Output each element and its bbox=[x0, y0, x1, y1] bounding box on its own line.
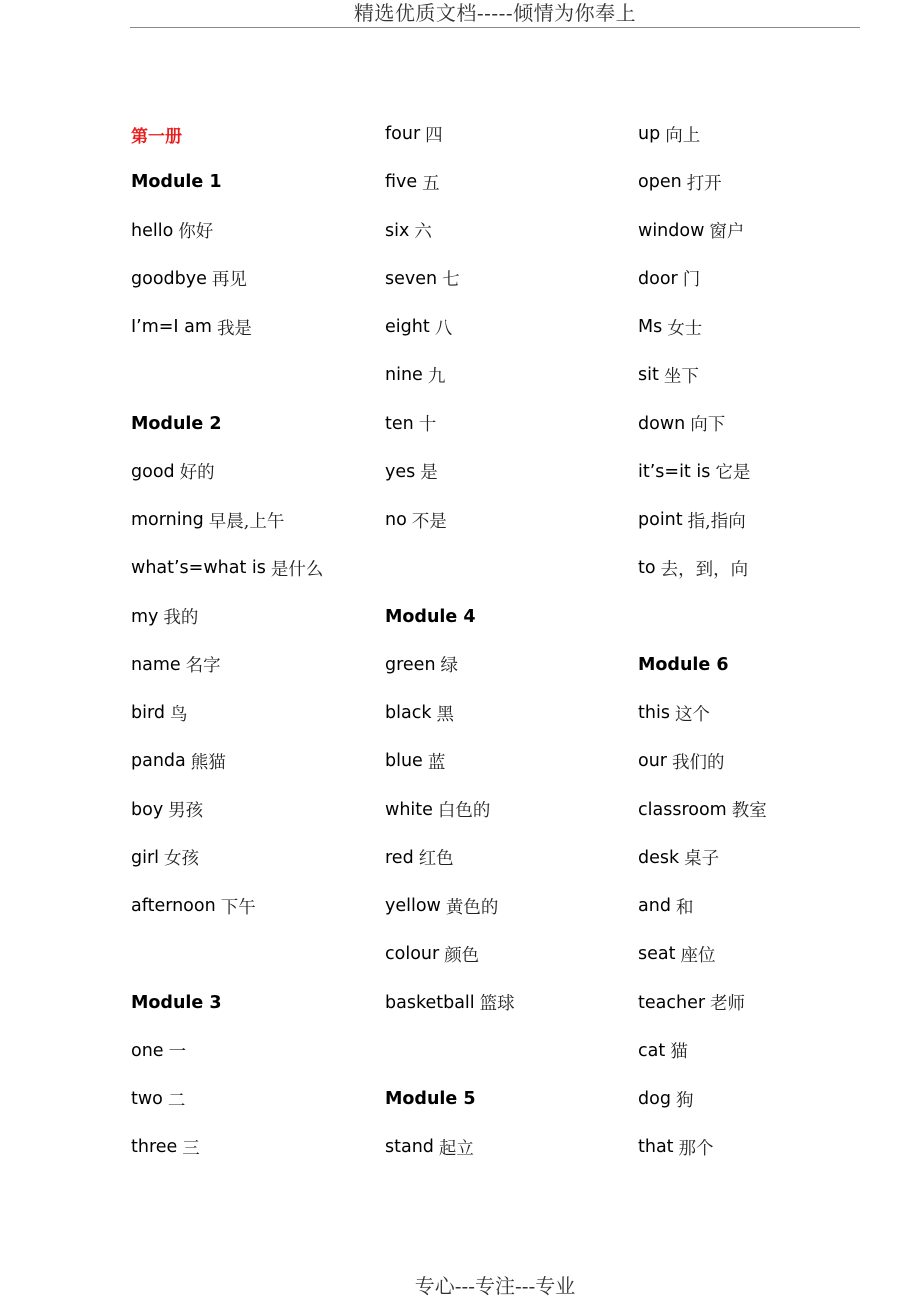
vocabulary-entry bbox=[638, 448, 878, 496]
chinese-meaning: 起立 bbox=[438, 1138, 474, 1159]
vocabulary-entry bbox=[385, 207, 625, 255]
blank-row bbox=[131, 351, 371, 399]
english-word: door bbox=[638, 268, 678, 289]
vocabulary-entry bbox=[131, 255, 371, 303]
chinese-meaning: 座位 bbox=[680, 945, 716, 966]
english-word: classroom bbox=[638, 799, 727, 820]
page-footer: 专心---专注---专业 bbox=[414, 1274, 576, 1298]
english-word: basketball bbox=[385, 992, 475, 1013]
english-word: girl bbox=[131, 847, 160, 868]
chinese-meaning: 它是 bbox=[715, 463, 751, 484]
vocabulary-entry bbox=[385, 110, 625, 158]
module-heading: Module 5 bbox=[385, 1089, 476, 1110]
english-word: colour bbox=[385, 944, 440, 965]
chinese-meaning: 好的 bbox=[179, 463, 215, 484]
chinese-meaning: 打开 bbox=[686, 173, 722, 194]
english-word: morning bbox=[131, 510, 204, 531]
chinese-meaning: 女士 bbox=[667, 318, 703, 339]
module-heading: Module 4 bbox=[385, 606, 476, 627]
vocabulary-entry bbox=[638, 882, 878, 930]
english-word: window bbox=[638, 220, 705, 241]
volume-title-row bbox=[131, 110, 371, 158]
vocabulary-entry bbox=[638, 1075, 878, 1123]
vocabulary-column-2 bbox=[385, 110, 625, 1172]
english-word: good bbox=[131, 461, 175, 482]
english-word: down bbox=[638, 413, 686, 434]
english-word: five bbox=[385, 172, 418, 193]
vocabulary-entry bbox=[385, 303, 625, 351]
english-word: eight bbox=[385, 317, 430, 338]
vocabulary-entry bbox=[131, 303, 371, 351]
vocabulary-entry bbox=[131, 593, 371, 641]
chinese-meaning: 再见 bbox=[211, 270, 247, 291]
chinese-meaning: 向下 bbox=[690, 415, 726, 436]
chinese-meaning: 狗 bbox=[675, 1090, 694, 1111]
chinese-meaning: 我的 bbox=[163, 608, 199, 629]
vocabulary-entry bbox=[385, 786, 625, 834]
english-word: our bbox=[638, 751, 667, 772]
chinese-meaning: 和 bbox=[675, 897, 694, 918]
chinese-meaning: 老师 bbox=[710, 994, 746, 1015]
vocabulary-column-1 bbox=[131, 110, 371, 1172]
vocabulary-entry bbox=[385, 400, 625, 448]
english-word: seven bbox=[385, 268, 438, 289]
chinese-meaning: 教室 bbox=[731, 801, 767, 822]
module-heading-row bbox=[638, 641, 878, 689]
module-heading: Module 6 bbox=[638, 654, 729, 675]
chinese-meaning: 四 bbox=[425, 125, 443, 146]
english-word: name bbox=[131, 654, 181, 675]
english-word: and bbox=[638, 896, 671, 917]
vocabulary-entry bbox=[131, 689, 371, 737]
chinese-meaning: 窗户 bbox=[709, 222, 745, 243]
english-word: Ms bbox=[638, 317, 663, 338]
vocabulary-entry bbox=[131, 834, 371, 882]
english-word: bird bbox=[131, 703, 165, 724]
chinese-meaning: 名字 bbox=[185, 656, 221, 677]
vocabulary-entry bbox=[638, 207, 878, 255]
chinese-meaning: 三 bbox=[182, 1138, 200, 1159]
blank-row bbox=[131, 930, 371, 978]
english-word: red bbox=[385, 847, 414, 868]
vocabulary-entry bbox=[131, 496, 371, 544]
vocabulary-entry bbox=[131, 544, 371, 592]
english-word: green bbox=[385, 654, 436, 675]
module-heading-row bbox=[385, 593, 625, 641]
english-word: that bbox=[638, 1137, 674, 1158]
english-word: open bbox=[638, 172, 682, 193]
vocabulary-entry bbox=[638, 158, 878, 206]
vocabulary-entry bbox=[638, 255, 878, 303]
vocabulary-entry bbox=[131, 737, 371, 785]
chinese-meaning: 五 bbox=[422, 173, 440, 194]
page-header bbox=[0, 0, 920, 28]
chinese-meaning: 黄色的 bbox=[445, 897, 499, 918]
vocabulary-entry bbox=[385, 882, 625, 930]
header-divider bbox=[130, 27, 860, 28]
vocabulary-entry bbox=[385, 979, 625, 1027]
english-word: dog bbox=[638, 1089, 671, 1110]
chinese-meaning: 我是 bbox=[216, 318, 252, 339]
chinese-meaning: 黑 bbox=[436, 704, 454, 725]
chinese-meaning: 不是 bbox=[411, 511, 447, 532]
chinese-meaning: 是 bbox=[420, 463, 438, 484]
chinese-meaning: 绿 bbox=[440, 656, 459, 677]
vocabulary-entry bbox=[385, 351, 625, 399]
english-word: afternoon bbox=[131, 896, 216, 917]
blank-row bbox=[385, 544, 625, 592]
vocabulary-entry bbox=[385, 689, 625, 737]
vocabulary-entry bbox=[131, 882, 371, 930]
chinese-meaning: 门 bbox=[682, 270, 701, 291]
chinese-meaning: 九 bbox=[427, 366, 446, 387]
blank-row bbox=[385, 1027, 625, 1075]
vocabulary-entry bbox=[131, 1123, 371, 1171]
vocabulary-entry bbox=[638, 1123, 878, 1171]
english-word: goodbye bbox=[131, 268, 207, 289]
chinese-meaning: 颜色 bbox=[444, 945, 480, 966]
module-heading: Module 3 bbox=[131, 992, 222, 1013]
vocabulary-entry bbox=[638, 786, 878, 834]
english-word: black bbox=[385, 703, 432, 724]
vocabulary-entry bbox=[131, 786, 371, 834]
english-word: stand bbox=[385, 1137, 434, 1158]
chinese-meaning: 坐下 bbox=[663, 366, 699, 387]
chinese-meaning: 二 bbox=[167, 1090, 186, 1111]
chinese-meaning: 指,指向 bbox=[687, 511, 746, 532]
english-word: this bbox=[638, 703, 670, 724]
chinese-meaning: 早晨,上午 bbox=[208, 511, 285, 532]
english-word: teacher bbox=[638, 992, 706, 1013]
chinese-meaning: 七 bbox=[442, 270, 460, 291]
chinese-meaning: 女孩 bbox=[164, 849, 200, 870]
english-word: blue bbox=[385, 751, 423, 772]
module-heading: Module 1 bbox=[131, 172, 222, 193]
chinese-meaning: 那个 bbox=[678, 1138, 714, 1159]
vocabulary-entry bbox=[638, 496, 878, 544]
english-word: what’s=what is bbox=[131, 558, 266, 579]
vocabulary-entry bbox=[385, 641, 625, 689]
vocabulary-entry bbox=[638, 834, 878, 882]
vocabulary-entry bbox=[385, 255, 625, 303]
vocabulary-column-3 bbox=[638, 110, 878, 1172]
english-word: yellow bbox=[385, 896, 441, 917]
chinese-meaning: 六 bbox=[414, 222, 432, 243]
english-word: white bbox=[385, 799, 433, 820]
vocabulary-entry bbox=[638, 737, 878, 785]
vocabulary-entry bbox=[638, 544, 878, 592]
module-heading-row bbox=[131, 979, 371, 1027]
english-word: hello bbox=[131, 220, 174, 241]
english-word: no bbox=[385, 510, 407, 531]
blank-row bbox=[638, 593, 878, 641]
english-word: my bbox=[131, 606, 159, 627]
chinese-meaning: 桌子 bbox=[684, 849, 720, 870]
vocabulary-entry bbox=[638, 400, 878, 448]
chinese-meaning: 我们的 bbox=[672, 752, 725, 773]
english-word: panda bbox=[131, 751, 186, 772]
module-heading-row bbox=[385, 1075, 625, 1123]
module-heading-row bbox=[131, 158, 371, 206]
vocabulary-entry bbox=[131, 207, 371, 255]
chinese-meaning: 白色的 bbox=[437, 801, 491, 822]
vocabulary-entry bbox=[385, 834, 625, 882]
chinese-meaning: 男孩 bbox=[168, 801, 204, 822]
vocabulary-entry bbox=[131, 641, 371, 689]
vocabulary-entry bbox=[131, 1027, 371, 1075]
chinese-meaning: 红色 bbox=[418, 849, 454, 870]
english-word: cat bbox=[638, 1040, 666, 1061]
vocabulary-entry bbox=[638, 930, 878, 978]
english-word: six bbox=[385, 220, 410, 241]
english-word: one bbox=[131, 1040, 164, 1061]
vocabulary-entry bbox=[638, 979, 878, 1027]
english-word: four bbox=[385, 124, 421, 145]
chinese-meaning: 熊猫 bbox=[190, 752, 226, 773]
chinese-meaning: 蓝 bbox=[427, 752, 446, 773]
vocabulary-entry bbox=[385, 158, 625, 206]
vocabulary-entry bbox=[638, 689, 878, 737]
english-word: seat bbox=[638, 944, 676, 965]
english-word: nine bbox=[385, 365, 423, 386]
module-heading-row bbox=[131, 400, 371, 448]
header-text: 精选优质文档-----倾情为你奉上 bbox=[353, 1, 637, 25]
chinese-meaning: 篮球 bbox=[479, 994, 515, 1015]
vocabulary-entry bbox=[385, 1123, 625, 1171]
chinese-meaning: 你好 bbox=[178, 222, 214, 243]
chinese-meaning: 去，到，向 bbox=[660, 559, 749, 580]
chinese-meaning: 这个 bbox=[674, 704, 710, 725]
english-word: up bbox=[638, 124, 661, 145]
chinese-meaning: 十 bbox=[418, 415, 437, 436]
english-word: three bbox=[131, 1137, 178, 1158]
chinese-meaning: 一 bbox=[168, 1042, 187, 1063]
volume-title: 第一册 bbox=[131, 126, 182, 147]
english-word: it’s=it is bbox=[638, 461, 711, 482]
english-word: ten bbox=[385, 413, 414, 434]
vocabulary-entry bbox=[638, 110, 878, 158]
english-word: yes bbox=[385, 461, 416, 482]
english-word: two bbox=[131, 1089, 163, 1110]
english-word: I’m=I am bbox=[131, 317, 212, 338]
vocabulary-entry bbox=[385, 737, 625, 785]
chinese-meaning: 猫 bbox=[670, 1042, 688, 1063]
vocabulary-entry bbox=[385, 496, 625, 544]
vocabulary-entry bbox=[638, 351, 878, 399]
english-word: desk bbox=[638, 847, 680, 868]
chinese-meaning: 下午 bbox=[220, 897, 256, 918]
english-word: sit bbox=[638, 365, 659, 386]
vocabulary-entry bbox=[131, 448, 371, 496]
chinese-meaning: 八 bbox=[434, 318, 453, 339]
vocabulary-entry bbox=[131, 1075, 371, 1123]
vocabulary-entry bbox=[638, 1027, 878, 1075]
vocabulary-entry bbox=[638, 303, 878, 351]
chinese-meaning: 鸟 bbox=[169, 704, 188, 725]
english-word: boy bbox=[131, 799, 164, 820]
chinese-meaning: 是什么 bbox=[270, 559, 324, 580]
english-word: to bbox=[638, 558, 656, 579]
chinese-meaning: 向上 bbox=[665, 125, 701, 146]
english-word: point bbox=[638, 510, 683, 531]
vocabulary-entry bbox=[385, 448, 625, 496]
module-heading: Module 2 bbox=[131, 413, 222, 434]
vocabulary-entry bbox=[385, 930, 625, 978]
